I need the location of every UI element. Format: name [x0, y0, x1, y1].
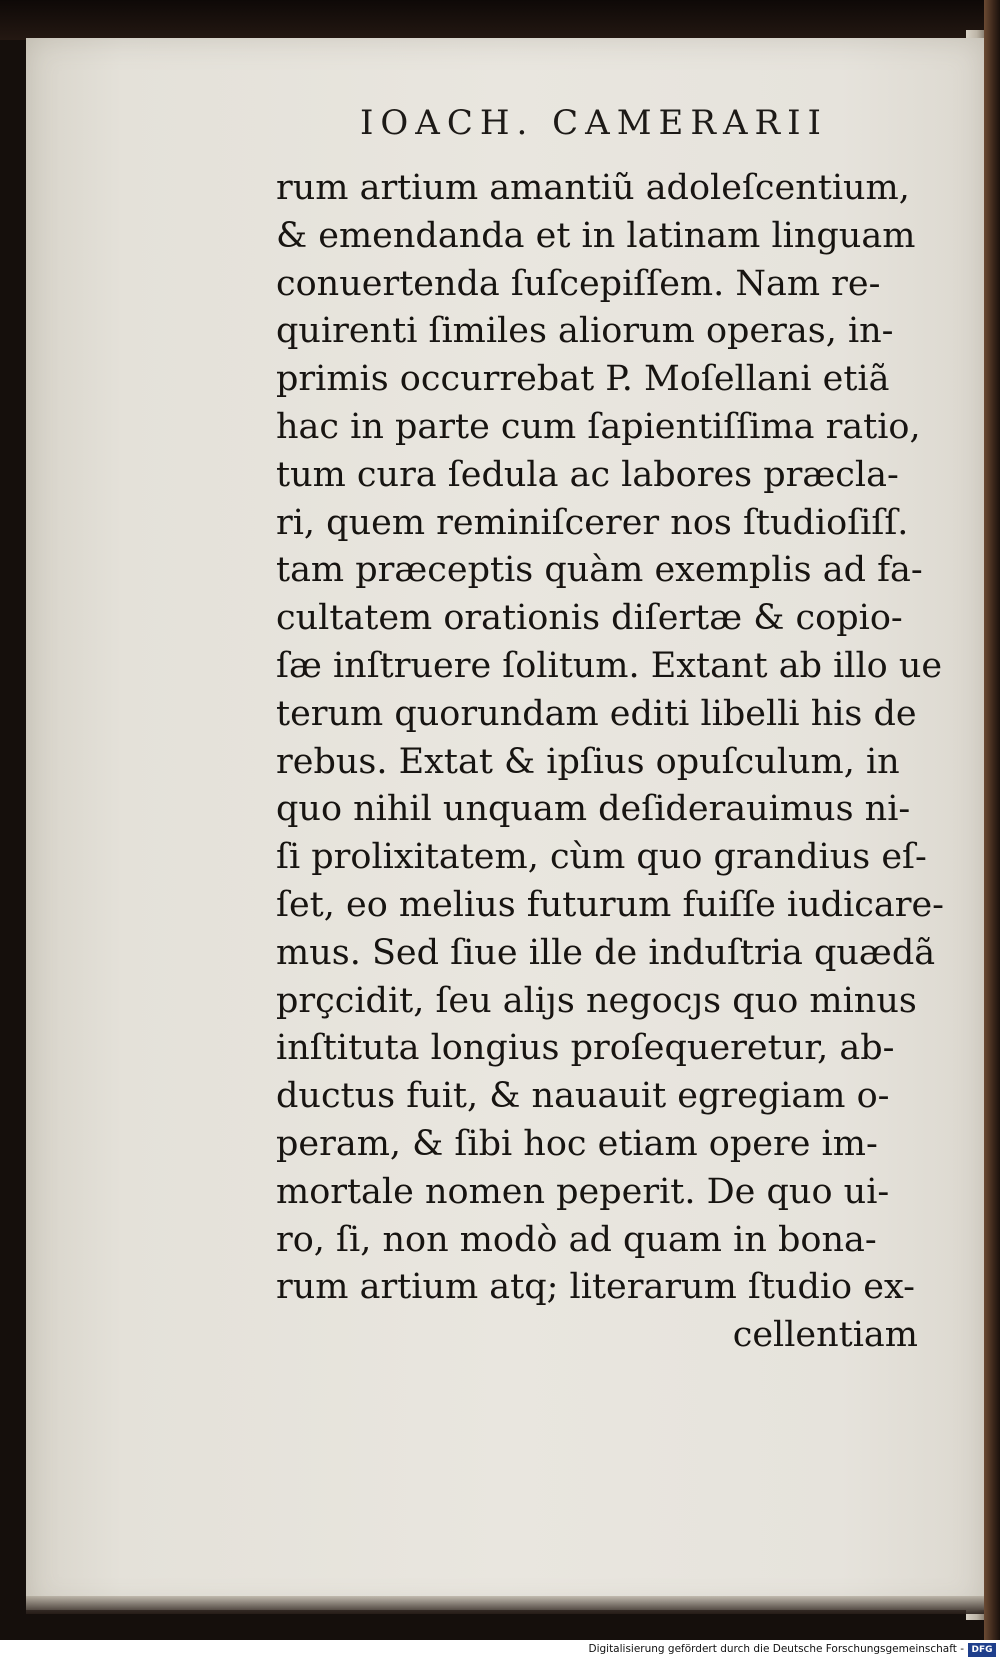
book-cover-edge — [984, 0, 1000, 1661]
text-line: primis occurrebat P. Moſellani etiã — [276, 359, 890, 400]
dfg-logo: DFG — [968, 1643, 996, 1657]
body-text — [276, 165, 945, 1360]
text-line: quirenti ſimiles aliorum operas, in- — [276, 311, 894, 352]
text-line: rum artium atq; literarum ſtudio ex- — [276, 1267, 915, 1308]
text-line: ro, ſi, non modò ad quam in bona- — [276, 1219, 877, 1260]
text-line: mus. Sed ſiue ille de induſtria quædã — [276, 932, 936, 973]
text-line: & emendanda et in latinam linguam — [276, 215, 916, 256]
text-line: prçcidit, ſeu aliȷs negocȷs quo minus — [276, 980, 917, 1021]
text-line: cultatem orationis diſertæ & copio- — [276, 598, 903, 639]
page-bottom-shadow — [26, 1596, 984, 1614]
text-line: ſet, eo melius futurum fuiſſe iudicare- — [276, 884, 945, 925]
text-line: mortale nomen peperit. De quo ui- — [276, 1171, 890, 1212]
text-line: inſtituta longius proſequeretur, ab- — [276, 1028, 895, 1069]
running-head: IOACH. CAMERARII — [360, 103, 828, 143]
text-line: ſi prolixitatem, cùm quo grandius eſ- — [276, 837, 927, 878]
text-line: rum artium amantiũ adoleſcentium, — [276, 168, 910, 208]
text-line: ſæ inſtruere ſolitum. Extant ab illo ue — [276, 645, 943, 686]
text-line: quo nihil unquam deſiderauimus ni- — [276, 789, 911, 830]
text-line: tam præceptis quàm exemplis ad fa- — [276, 550, 923, 591]
text-line: conuertenda ſuſcepiſſem. Nam re- — [276, 263, 881, 304]
text-line: tum cura ſedula ac labores præcla- — [276, 454, 899, 495]
digitization-credit: Digitalisierung gefördert durch die Deutsche Forschungsgemeinschaft - — [588, 1643, 964, 1655]
text-line: terum quorundam editi libelli his de — [276, 693, 917, 734]
text-line: hac in parte cum ſapientiſſima ratio, — [276, 406, 921, 447]
text-line: peram, & ſibi hoc etiam opere im- — [276, 1123, 878, 1164]
text-line: rebus. Extat & ipſius opuſculum, in — [276, 741, 900, 782]
text-line: ri, quem reminiſcerer nos ſtudioſiſſ. — [276, 502, 909, 543]
book-edge-top — [0, 0, 1000, 40]
text-line: ductus fuit, & nauauit egregiam o- — [276, 1076, 890, 1117]
catchword: cellentiam — [732, 1315, 918, 1356]
